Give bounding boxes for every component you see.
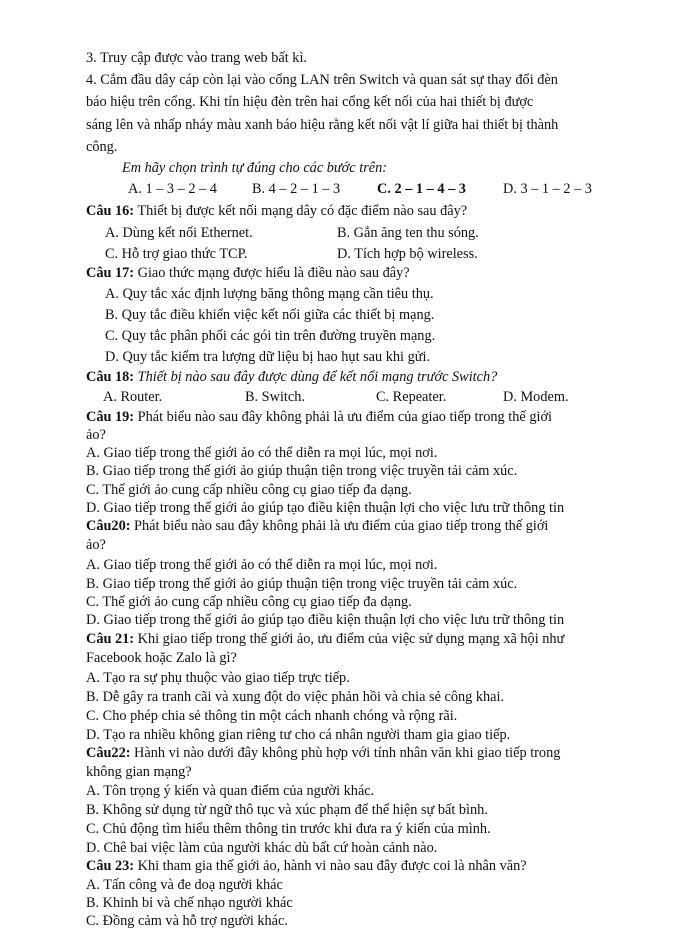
q16-text: Thiết bị được kết nối mạng dây có đặc điểm nào sau đây? [134,203,468,219]
step-4-line-4: công. [86,139,118,155]
q18-question [86,369,497,386]
q21-label: Câu 21: [86,631,135,647]
q18-option-a: A. Router. [103,389,163,405]
q15-option-d: D. 3 – 1 – 2 – 3 [503,181,592,197]
q19-question-cont: ảo? [86,427,106,443]
q19-question [86,409,552,426]
q23-label: Câu 23: [86,858,135,874]
q15-prompt: Em hãy chọn trình tự đúng cho các bước trên: [122,160,388,176]
q23-text: Khi tham gia thế giới ảo, hành vi nào sau đây được coi là nhân văn? [134,858,527,874]
q18-label: Câu 18: [86,369,135,385]
q19-option-a: A. Giao tiếp trong thế giới ảo có thể diễn ra mọi lúc, mọi nơi. [86,445,438,461]
q22-option-d: D. Chê bai việc làm của người khác dù bất cứ hoàn cảnh nào. [86,840,438,856]
q17-text: Giao thức mạng được hiểu là điều nào sau đây? [134,265,410,281]
q21-text: Khi giao tiếp trong thế giới ảo, ưu điểm của việc sử dụng mạng xã hội như [134,631,565,647]
q22-question [86,745,560,762]
step-4-line-1: 4. Cắm đầu dây cáp còn lại vào cổng LAN trên Switch và quan sát sự thay đổi đèn [86,72,558,88]
q15-option-c: C. 2 – 1 – 4 – 3 [377,181,466,197]
q17-option-d: D. Quy tắc kiểm tra lượng dữ liệu bị hao hụt sau khi gửi. [105,349,431,365]
q20-question-cont: ảo? [86,537,106,553]
q16-label: Câu 16: [86,203,135,219]
q22-option-c: C. Chủ động tìm hiểu thêm thông tin trước khi đưa ra ý kiến của mình. [86,821,491,837]
q16-question [86,203,467,220]
q21-option-b: B. Dễ gây ra tranh cãi và xung đột do việc phản hồi và chia sẻ công khai. [86,689,505,705]
q21-option-a: A. Tạo ra sự phụ thuộc vào giao tiếp trực tiếp. [86,670,350,686]
q22-option-a: A. Tôn trọng ý kiến và quan điểm của người khác. [86,783,375,799]
q23-option-a: A. Tấn công và đe doạ người khác [86,877,283,893]
q19-option-b: B. Giao tiếp trong thế giới ảo giúp thuận tiện trong việc truyền tải cảm xúc. [86,463,518,479]
q23-question [86,858,527,875]
q21-option-c: C. Cho phép chia sẻ thông tin một cách nhanh chóng và rộng rãi. [86,708,458,724]
step-4-line-2: báo hiệu trên cổng. Khi tín hiệu đèn trên hai cổng kết nối của hai thiết bị được [86,94,534,110]
q15-option-b: B. 4 – 2 – 1 – 3 [252,181,341,197]
q20-option-d: D. Giao tiếp trong thế giới ảo giúp tạo điều kiện thuận lợi cho việc lưu trữ thông tin [86,612,565,628]
q16-option-d: D. Tích hợp bộ wireless. [337,246,478,262]
q17-question [86,265,410,282]
q17-option-a: A. Quy tắc xác định lượng băng thông mạng cần tiêu thụ. [105,286,434,302]
q23-option-c: C. Đồng cảm và hỗ trợ người khác. [86,913,288,929]
q22-label: Câu22: [86,745,131,761]
q22-option-b: B. Không sử dụng từ ngữ thô tục và xúc phạm để thể hiện sự bất bình. [86,802,488,818]
q19-option-d: D. Giao tiếp trong thế giới ảo giúp tạo điều kiện thuận lợi cho việc lưu trữ thông tin [86,500,565,516]
q20-text: Phát biểu nào sau đây không phải là ưu điểm của giao tiếp trong thế giới [130,518,549,534]
q19-label: Câu 19: [86,409,135,425]
step-3: 3. Truy cập được vào trang web bất kì. [86,50,307,66]
q18-option-d: D. Modem. [503,389,569,405]
q20-option-b: B. Giao tiếp trong thế giới ảo giúp thuận tiện trong việc truyền tải cảm xúc. [86,576,518,592]
q19-option-c: C. Thế giới ảo cung cấp nhiều công cụ giao tiếp đa dạng. [86,482,412,498]
q17-option-b: B. Quy tắc điều khiển việc kết nối giữa các thiết bị mạng. [105,307,435,323]
q20-label: Câu20: [86,518,131,534]
q16-option-a: A. Dùng kết nối Ethernet. [105,225,253,241]
q17-label: Câu 17: [86,265,135,281]
q21-option-d: D. Tạo ra nhiều không gian riêng tư cho cá nhân người tham gia giao tiếp. [86,727,511,743]
q22-question-cont: không gian mạng? [86,764,192,780]
q21-question-cont: Facebook hoặc Zalo là gì? [86,650,237,666]
q20-option-c: C. Thế giới ảo cung cấp nhiều công cụ giao tiếp đa dạng. [86,594,412,610]
q16-option-c: C. Hỗ trợ giao thức TCP. [105,246,248,262]
q17-option-c: C. Quy tắc phân phối các gói tin trên đường truyền mạng. [105,328,436,344]
q21-question [86,631,564,648]
q18-text: Thiết bị nào sau đây được dùng để kết nối mạng trước Switch? [134,369,498,385]
q20-question [86,518,548,535]
q20-option-a: A. Giao tiếp trong thế giới ảo có thể diễn ra mọi lúc, mọi nơi. [86,557,438,573]
q18-option-c: C. Repeater. [376,389,447,405]
q16-option-b: B. Gắn ăng ten thu sóng. [337,225,479,241]
q18-option-b: B. Switch. [245,389,305,405]
step-4-line-3: sáng lên và nhấp nháy màu xanh báo hiệu rằng kết nối vật lí giữa hai thiết bị thành [86,117,559,133]
q19-text: Phát biểu nào sau đây không phải là ưu điểm của giao tiếp trong thế giới [134,409,552,425]
q22-text: Hành vi nào dưới đây không phù hợp với tính nhân văn khi giao tiếp trong [130,745,561,761]
q15-option-a: A. 1 – 3 – 2 – 4 [128,181,217,197]
q23-option-b: B. Khinh bỉ và chế nhạo người khác [86,895,293,911]
